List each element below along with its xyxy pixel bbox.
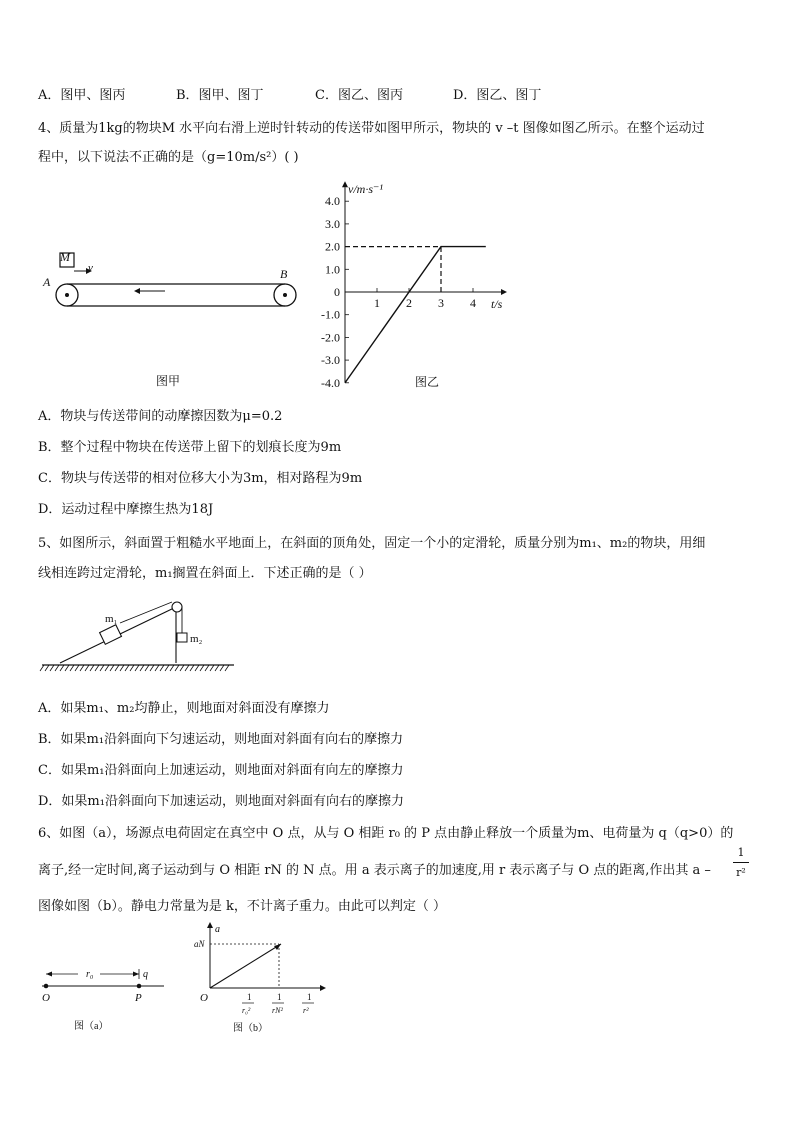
y-tick-label: 4.0 <box>325 194 340 209</box>
caption-fig-a: 图甲 <box>156 374 181 388</box>
q6-frac-num: 1 <box>737 846 745 859</box>
q6-frac-den: r² <box>736 866 746 879</box>
pulley <box>172 602 182 612</box>
x-axis-arrow <box>501 289 507 295</box>
y-axis-label: v/m·s⁻¹ <box>348 182 383 197</box>
q4-option-b: B．整个过程中物块在传送带上留下的划痕长度为9m <box>38 440 342 455</box>
q6-figure-b <box>190 920 330 1040</box>
q5-stem-line1: 5、如图所示，斜面置于粗糙水平地面上，在斜面的顶角处，固定一个小的定滑轮，质量分别为m₁、m₂的物块，用细 <box>38 536 706 551</box>
x-tick-label: 1 <box>374 296 380 310</box>
q3-option-c: C．图乙、图丙 <box>315 88 403 103</box>
block-m1 <box>100 625 122 645</box>
q3-option-a: A．图甲、图丙 <box>38 88 126 103</box>
q4-stem-line1: 4、质量为1kg的物块M 水平向右滑上逆时针转动的传送带如图甲所示，物块的 v –t 图像如图乙所示。在整个运动过 <box>38 121 705 136</box>
label-m: M <box>60 250 70 264</box>
vt-series-line <box>345 247 486 383</box>
y-tick-label: 3.0 <box>325 216 340 231</box>
label-r0: r₀ <box>86 969 94 980</box>
xlabel-num: 1 <box>307 992 312 1002</box>
y-tick-label: -2.0 <box>321 330 340 345</box>
caption-fig-b: 图乙 <box>415 375 440 389</box>
q6-stem-line1: 6、如图（a），场源点电荷固定在真空中 O 点，从与 O 相距 r₀ 的 P 点由静止释放一个质量为m、电荷量为 q（q>0）的 <box>38 826 734 841</box>
y-tick-label: 2.0 <box>325 239 340 254</box>
q5-stem-line2: 线相连跨过定滑轮，m₁搁置在斜面上．下述正确的是（ ） <box>38 566 372 581</box>
q6-frac-bar <box>733 862 749 863</box>
q6-figure-a <box>38 960 168 1035</box>
a-vs-inv-r2-line <box>210 944 281 988</box>
x-axis-label: t/s <box>491 297 503 311</box>
y-tick-label: -1.0 <box>321 307 340 322</box>
q4-stem-line2: 程中，以下说法不正确的是（g=10m/s²）( ) <box>38 150 299 165</box>
y-tick-label: 1.0 <box>325 262 340 277</box>
tick2-num: 1 <box>277 992 282 1002</box>
q6-stem-line2: 离子,经一定时间,离子运动到与 O 相距 rN 的 N 点。用 a 表示离子的加速度,用 r 表示离子与 O 点的距离,作出其 a – <box>38 863 711 878</box>
q5-option-a: A．如果m₁、m₂均静止，则地面对斜面没有摩擦力 <box>38 701 330 716</box>
caption-fig-6b: 图（b） <box>233 1023 268 1034</box>
q3-option-b: B．图甲、图丁 <box>176 88 264 103</box>
q6-stem-line3: 图像如图（b）。静电力常量为是 k，不计离子重力。由此可以判定（ ） <box>38 899 446 914</box>
q4-option-c: C．物块与传送带的相对位移大小为3m，相对路程为9m <box>38 471 363 486</box>
label-v: v <box>88 262 93 274</box>
q4-option-a: A．物块与传送带间的动摩擦因数为μ=0.2 <box>38 409 283 424</box>
label-m1: m₁ <box>105 613 118 625</box>
y-tick-label: 0 <box>334 285 340 299</box>
caption-fig-6a: 图（a） <box>74 1021 109 1032</box>
q4-option-d: D．运动过程中摩擦生热为18J <box>38 502 214 517</box>
q3-option-d: D．图乙、图丁 <box>453 88 542 103</box>
label-q: q <box>143 969 148 980</box>
point-o <box>44 984 49 989</box>
y-tick-label: -3.0 <box>321 353 340 368</box>
label-p: P <box>135 992 142 1004</box>
belt-direction-arrow <box>134 288 140 294</box>
q5-option-b: B．如果m₁沿斜面向下匀速运动，则地面对斜面有向右的摩擦力 <box>38 732 404 747</box>
label-a-axis: a <box>215 924 220 935</box>
x-tick-label: 2 <box>406 296 412 310</box>
q5-option-d: D．如果m₁沿斜面向下加速运动，则地面对斜面有向右的摩擦力 <box>38 794 404 809</box>
q5-option-c: C．如果m₁沿斜面向上加速运动，则地面对斜面有向左的摩擦力 <box>38 763 404 778</box>
q4-figure-conveyor <box>40 245 310 395</box>
label-a: A <box>43 275 51 289</box>
point-p <box>137 984 142 989</box>
tick1-num: 1 <box>247 992 252 1002</box>
q4-vt-chart <box>305 168 545 398</box>
y-tick-label: -4.0 <box>321 375 340 390</box>
label-b: B <box>280 267 288 281</box>
q5-figure-incline <box>38 595 238 680</box>
label-an: aN <box>194 939 205 949</box>
label-o-b: O <box>200 992 208 1004</box>
label-m2: m₂ <box>190 633 203 645</box>
label-o: O <box>42 992 50 1004</box>
tick1-den: r₀² <box>242 1006 251 1015</box>
x-tick-label: 4 <box>470 296 476 310</box>
block-m2 <box>177 633 187 642</box>
xlabel-den: r² <box>303 1006 309 1015</box>
tick2-den: rN² <box>272 1006 283 1015</box>
x-tick-label: 3 <box>438 296 444 310</box>
